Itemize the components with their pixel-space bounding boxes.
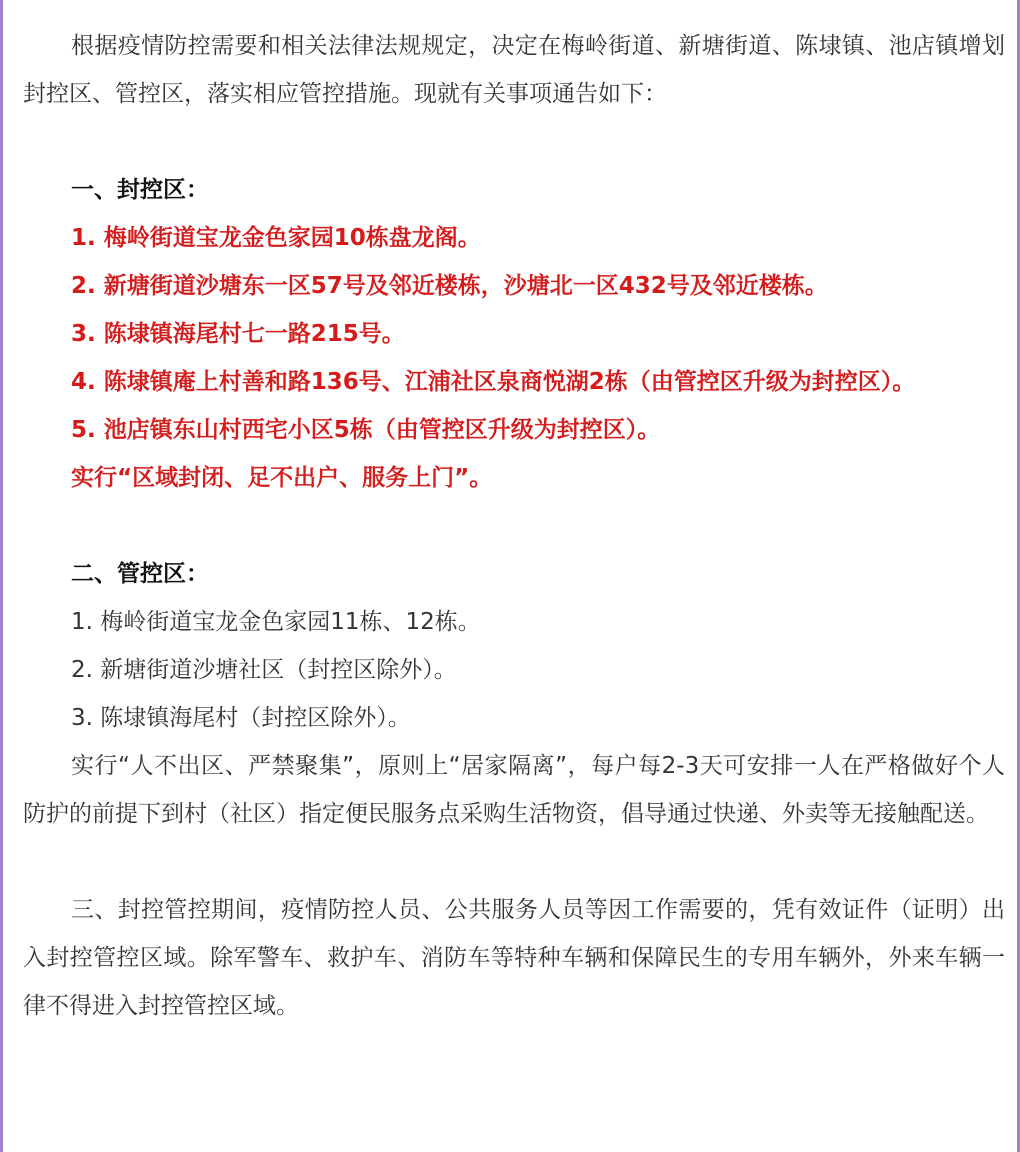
spacer — [23, 838, 1005, 886]
section1-item: 5. 池店镇东山村西宅小区5栋（由管控区升级为封控区）。 — [71, 417, 661, 443]
section2-item: 2. 新塘街道沙塘社区（封控区除外）。 — [71, 657, 457, 683]
section2-heading: 二、管控区： — [71, 561, 209, 587]
section2-item: 1. 梅岭街道宝龙金色家园11栋、12栋。 — [71, 609, 481, 635]
section1-item: 2. 新塘街道沙塘东一区57号及邻近楼栋，沙塘北一区432号及邻近楼栋。 — [71, 273, 828, 299]
spacer — [23, 118, 1005, 166]
section1-item: 3. 陈埭镇海尾村七一路215号。 — [71, 321, 405, 347]
section1-heading: 一、封控区： — [71, 177, 209, 203]
intro-paragraph: 根据疫情防控需要和相关法律法规规定，决定在梅岭街道、新塘街道、陈埭镇、池店镇增划封控区、管控区，落实相应管控措施。现就有关事项通告如下： — [23, 33, 1005, 107]
section2-measure: 实行“人不出区、严禁聚集”，原则上“居家隔离”，每户每2-3天可安排一人在严格做好个人防护的前提下到村（社区）指定便民服务点采购生活物资，倡导通过快递、外卖等无接触配送。 — [23, 753, 1005, 827]
section3-paragraph: 三、封控管控期间，疫情防控人员、公共服务人员等因工作需要的，凭有效证件（证明）出入封控管控区域。除军警车、救护车、消防车等特种车辆和保障民生的专用车辆外，外来车辆一律不得进入封控管控区域。 — [23, 897, 1005, 1019]
spacer — [23, 502, 1005, 550]
section1-measure: 实行“区域封闭、足不出户、服务上门”。 — [71, 465, 493, 491]
section1-item: 1. 梅岭街道宝龙金色家园10栋盘龙阁。 — [71, 225, 481, 251]
section2-item: 3. 陈埭镇海尾村（封控区除外）。 — [71, 705, 411, 731]
announcement-content — [23, 22, 1005, 1030]
section1-item: 4. 陈埭镇庵上村善和路136号、江浦社区泉商悦湖2栋（由管控区升级为封控区）。 — [71, 369, 916, 395]
